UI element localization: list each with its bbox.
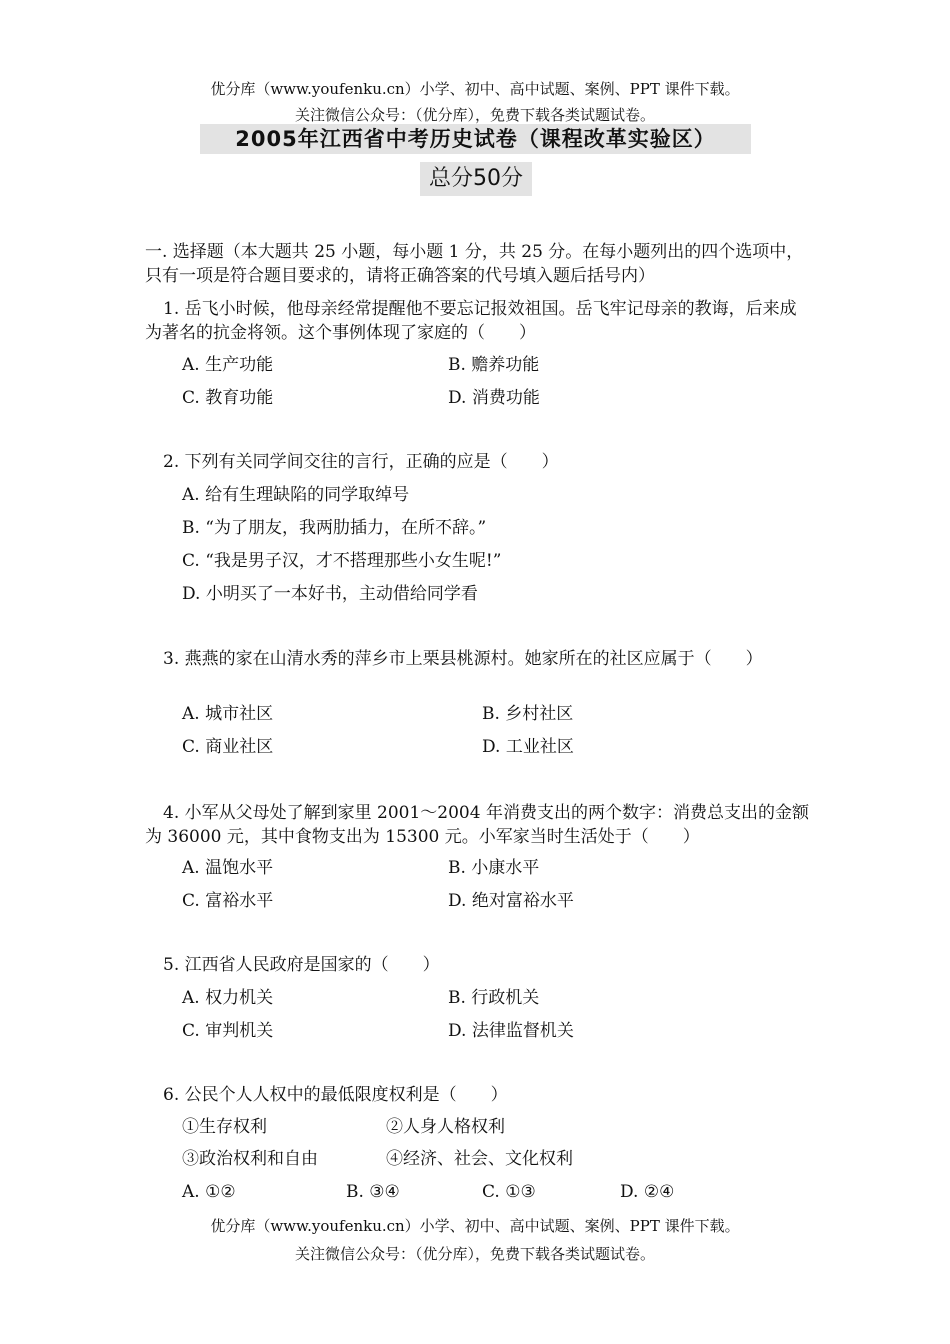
section-heading: 一. 选择题（本大题共 25 小题，每小题 1 分，共 25 分。在每小题列出的四个选项中，只有一项是符合题目要求的，请将正确答案的代号填入题后括号内） <box>145 242 804 286</box>
footer-line-1: 优分库（www.youfenku.cn）小学、初中、高中试题、案例、PPT 课件下载。 <box>210 1217 740 1235</box>
option-c: C. ①③ <box>482 1182 536 1202</box>
statement-3: ③政治权利和自由 <box>182 1149 318 1169</box>
option-c: C. 教育功能 <box>182 388 274 408</box>
page-title: 2005年江西省中考历史试卷（课程改革实验区） <box>200 124 751 154</box>
option-a: A. ①② <box>182 1182 236 1202</box>
header-line-1: 优分库（www.youfenku.cn）小学、初中、高中试题、案例、PPT 课件下载。 <box>210 80 740 98</box>
question-stem: 3. 燕燕的家在山清水秀的萍乡市上栗县桃源村。她家所在的社区应属于（ ） <box>163 649 763 669</box>
footer-line-2: 关注微信公众号：（优分库），免费下载各类试题试卷。 <box>294 1245 655 1263</box>
option-a: A. 权力机关 <box>182 988 274 1008</box>
question-stem: 5. 江西省人民政府是国家的（ ） <box>163 955 440 975</box>
option-d: D. 绝对富裕水平 <box>448 891 574 911</box>
option-c: C. 审判机关 <box>182 1021 274 1041</box>
option-d: D. 法律监督机关 <box>448 1021 574 1041</box>
option-d: D. ②④ <box>620 1182 675 1202</box>
question-stem: 4. 小军从父母处了解到家里 2001～2004 年消费支出的两个数字：消费总支出的金额为 36000 元，其中食物支出为 15300 元。小军家当时生活处于（ ） <box>145 803 809 847</box>
option-b: B. 乡村社区 <box>482 704 574 724</box>
option-c: C. 富裕水平 <box>182 891 274 911</box>
option-d: D. 小明买了一本好书，主动借给同学看 <box>182 584 478 604</box>
option-c: C. 商业社区 <box>182 737 274 757</box>
option-c: C. “我是男子汉，才不搭理那些小女生呢!” <box>182 551 502 571</box>
question-stem: 1. 岳飞小时候，他母亲经常提醒他不要忘记报效祖国。岳飞牢记母亲的教诲，后来成为著名的抗金将领。这个事例体现了家庭的（ ） <box>145 299 797 343</box>
option-b: B. 小康水平 <box>448 858 540 878</box>
option-b: B. 赡养功能 <box>448 355 540 375</box>
option-a: A. 温饱水平 <box>182 858 274 878</box>
statement-2: ②人身人格权利 <box>386 1117 505 1137</box>
statement-1: ①生存权利 <box>182 1117 267 1137</box>
option-a: A. 给有生理缺陷的同学取绰号 <box>182 485 410 505</box>
total-score: 总分50分 <box>420 162 532 196</box>
question-stem: 2. 下列有关同学间交往的言行，正确的应是（ ） <box>163 452 559 472</box>
question-stem: 6. 公民个人人权中的最低限度权利是（ ） <box>163 1085 508 1105</box>
header-line-2: 关注微信公众号：（优分库），免费下载各类试题试卷。 <box>294 106 655 124</box>
option-d: D. 工业社区 <box>482 737 574 757</box>
option-d: D. 消费功能 <box>448 388 540 408</box>
option-a: A. 生产功能 <box>182 355 274 375</box>
option-b: B. ③④ <box>346 1182 400 1202</box>
option-b: B. 行政机关 <box>448 988 540 1008</box>
statement-4: ④经济、社会、文化权利 <box>386 1149 573 1169</box>
option-a: A. 城市社区 <box>182 704 274 724</box>
option-b: B. “为了朋友，我两肋插力，在所不辞。” <box>182 518 487 538</box>
